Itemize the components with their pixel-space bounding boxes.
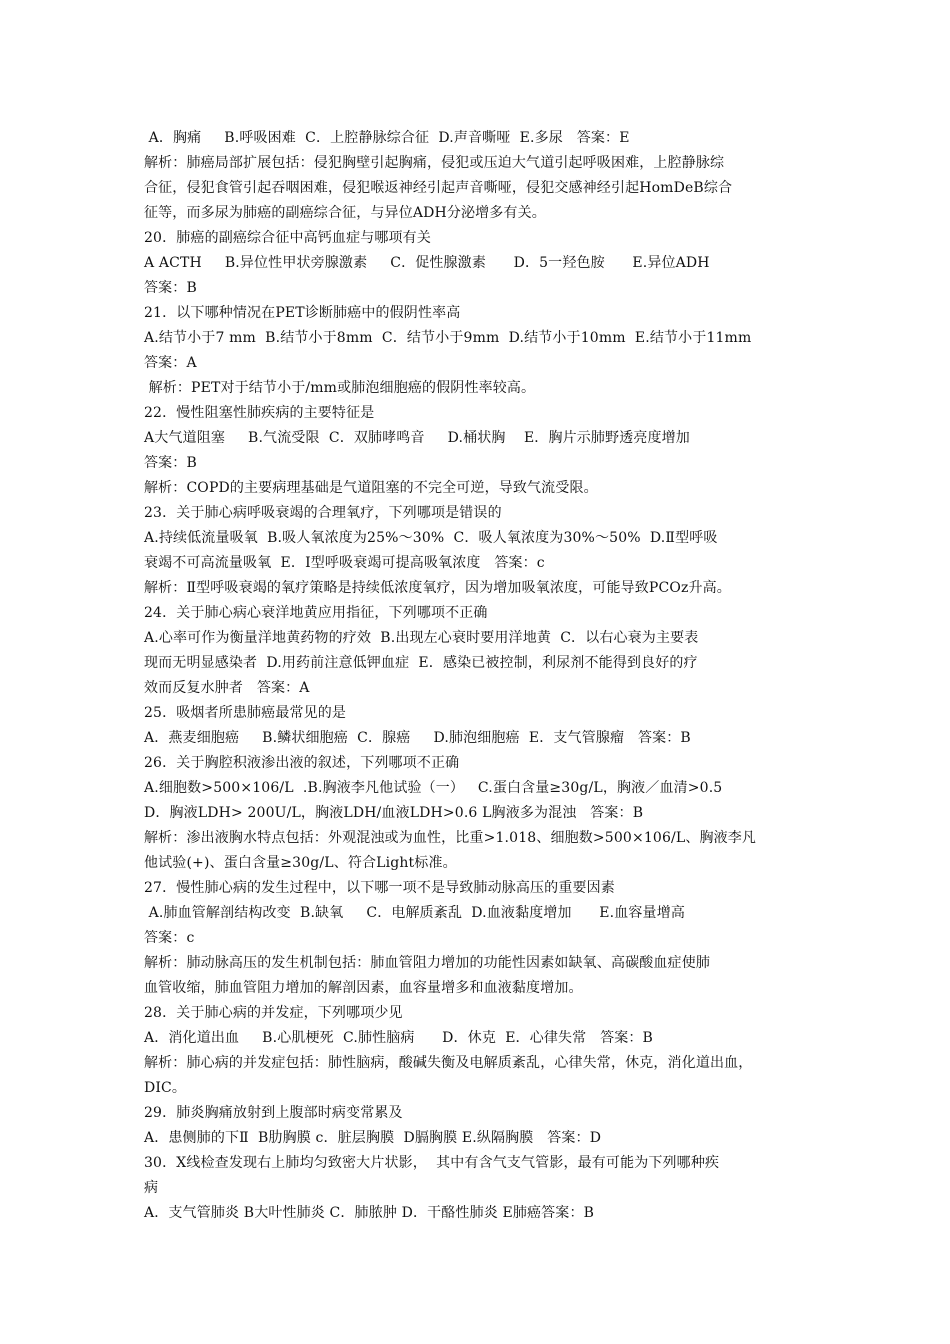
text-line: 解析：Ⅱ型呼吸衰竭的氧疗策略是持续低浓度氧疗，因为增加吸氧浓度，可能导致PCOz升高。 [144,580,731,596]
text-line: A.细胞数>500×106/L .B.胸液李凡他试验（一） C.蛋白含量≥30g/L，胸液／血清>0.5 [144,780,723,796]
text-line: A．支气管肺炎 B大叶性肺炎 C．肺脓肿 D．干酪性肺炎 E肺癌答案：B [144,1205,595,1221]
text-line: 衰竭不可高流量吸氧 E．Ⅰ型呼吸衰竭可提高吸氧浓度 答案：c [144,555,545,571]
text-line: A．消化道出血 B.心肌梗死 C.肺性脑病 D．休克 E．心律失常 答案：B [144,1030,653,1046]
text-line: 效而反复水肿者 答案：A [144,680,310,696]
text-line: A．患侧肺的下Ⅱ B肋胸膜 c．脏层胸膜 D膈胸膜 E.纵隔胸膜 答案：D [144,1130,602,1146]
text-line: 他试验(+)、蛋白含量≥30g/L、符合Light标准。 [144,855,457,871]
text-line: 22．慢性阻塞性肺疾病的主要特征是 [144,405,375,421]
text-line: A大气道阻塞 B.气流受限 C．双肺哮鸣音 D.桶状胸 E．胸片示肺野透亮度增加 [144,430,690,446]
text-line: 答案：B [144,455,197,471]
text-line: DIC。 [144,1080,187,1096]
text-line: 28．关于肺心病的并发症，下列哪项少见 [144,1005,403,1021]
text-line: 合征，侵犯食管引起吞咽困难，侵犯喉返神经引起声音嘶哑，侵犯交感神经引起HomDeB综合 [144,180,733,196]
text-line: 20．肺癌的副癌综合征中高钙血症与哪项有关 [144,230,431,246]
text-line: 解析：肺动脉高压的发生机制包括：肺血管阻力增加的功能性因素如缺氧、高碳酸血症使肺 [144,955,710,971]
text-line: 30．X线检查发现右上肺均匀致密大片状影， 其中有含气支气管影，最有可能为下列哪种疾 [144,1155,720,1171]
document-text-body [144,126,812,1226]
text-line: 病 [144,1180,159,1196]
text-line: 解析：肺心病的并发症包括：肺性脑病，酸碱失衡及电解质紊乱，心律失常，休克，消化道出血， [144,1055,753,1071]
text-line: 解析：渗出液胸水特点包括：外观混浊或为血性，比重>1.018、细胞数>500×106/L、胸液李凡 [144,830,757,846]
text-line: 29．肺炎胸痛放射到上腹部时病变常累及 [144,1105,403,1121]
text-line: 血管收缩，肺血管阻力增加的解剖因素，血容量增多和血液黏度增加。 [144,980,583,996]
text-line: 解析：肺癌局部扩展包括：侵犯胸壁引起胸痛，侵犯或压迫大气道引起呼吸困难，上腔静脉综 [144,155,725,171]
text-line: A.心率可作为衡量洋地黄药物的疗效 B.出现左心衰时要用洋地黄 C．以右心衰为主要表 [144,630,699,646]
text-line: 解析：PET对于结节小于/mm或肺泡细胞癌的假阴性率较高。 [144,380,536,396]
text-line: 26．关于胸腔积液渗出液的叙述，下列哪项不正确 [144,755,460,771]
text-line: A．燕麦细胞癌 B.鳞状细胞癌 C．腺癌 D.肺泡细胞癌 E．支气管腺瘤 答案：B [144,730,691,746]
text-line: D．胸液LDH> 200U/L，胸液LDH/血液LDH>0.6 L胸液多为混浊 答案：B [144,805,644,821]
text-line: A.持续低流量吸氧 B.吸人氧浓度为25%～30% C．吸人氧浓度为30%～50% D.Ⅱ型呼吸 [144,530,718,546]
text-line: 27．慢性肺心病的发生过程中，以下哪一项不是导致肺动脉高压的重要因素 [144,880,615,896]
text-line: 25．吸烟者所患肺癌最常见的是 [144,705,347,721]
text-line: 答案：c [144,930,195,946]
text-line: 24．关于肺心病心衰洋地黄应用指征，下列哪项不正确 [144,605,488,621]
text-line: 现而无明显感染者 D.用药前注意低钾血症 E．感染已被控制，利尿剂不能得到良好的疗 [144,655,698,671]
text-line: 23．关于肺心病呼吸衰竭的合理氧疗，下列哪项是错误的 [144,505,502,521]
text-line: A.肺血管解剖结构改变 B.缺氧 C．电解质紊乱 D.血液黏度增加 E.血容量增高 [144,905,686,921]
text-line: 答案：B [144,280,197,296]
text-line: 征等，而多尿为肺癌的副癌综合征，与异位ADH分泌增多有关。 [144,205,546,221]
text-line: 答案：A [144,355,197,371]
text-line: A ACTH B.异位性甲状旁腺激素 C．促性腺激素 D．5一羟色胺 E.异位ADH [144,255,710,271]
text-line: 21．以下哪种情况在PET诊断肺癌中的假阴性率高 [144,305,461,321]
text-line: A．胸痛 B.呼吸困难 C．上腔静脉综合征 D.声音嘶哑 E.多尿 答案：E [144,130,630,146]
text-line: 解析：COPD的主要病理基础是气道阻塞的不完全可逆，导致气流受限。 [144,480,598,496]
text-line: A.结节小于7 mm B.结节小于8mm C．结节小于9mm D.结节小于10mm E.结节小于11mm [144,330,752,346]
